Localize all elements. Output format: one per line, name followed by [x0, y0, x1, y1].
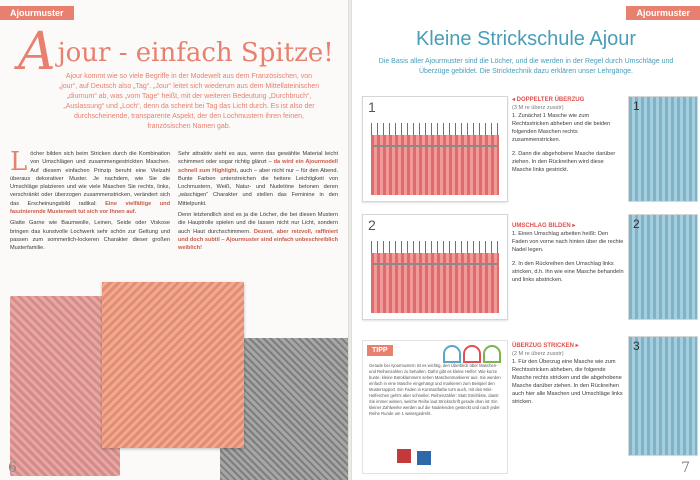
col2-highlight-1: da wird ein Ajourmodell schnell zum Highlight,: [178, 159, 338, 174]
row-counter-icon: [397, 449, 411, 463]
col2-text-b: auch – aber nicht nur – für den Abend. Bunte Farben unterstreichen die heitere Leichtigkeit von Lochmustern, Weiß, Natur- und Nudetöne betonen deren „wäschigen“ Charakter und stellen das Feminine in den Mittelpunkt.: [178, 167, 339, 207]
col2-text-c: Denn letztendlich sind es ja die Löcher, die bei diesen Mustern die Hauptrolle spielen und die lassen nicht nur Licht, sondern auch Haut durchschimmern.: [178, 212, 338, 235]
step-1-photo: [628, 96, 698, 202]
step-1-text-2: 2. Dann die abgehobene Masche darüber ziehen. In den Rückreihen wird diese Masche links gestrickt.: [512, 151, 616, 173]
drop-cap: L: [10, 147, 28, 177]
step-1-text-1: 1. Zunächst 1 Masche wie zum Rechtsstricken abheben und die beiden folgenden Maschen rechts zusammenstricken.: [512, 113, 611, 143]
stitch-marker-icon: [443, 345, 461, 363]
article-column-2: [178, 150, 338, 256]
stitch-marker-icon: [463, 345, 481, 363]
step-2-heading: UMSCHLAG BILDEN ▸: [512, 223, 576, 229]
knit-fabric-drawing: [371, 253, 499, 313]
step-3-instructions: [512, 342, 624, 406]
tipp-text: Gerade bei Ajourmustern ist es wichtig, den Überblick über Maschen- und Reihenzahlen zu behalten. Dafür gibt es kleine Helfer: Wie kurze bunte, kleine Büroklammern sehen Maschenmarkierer aus. Sie werden einfach in eine Masche eingehängt und markieren zum Beispiel den Musterrapport. Ein Faden in Kontrastfarbe tut's auch, mit den Mini-Helferchen geht's aber schneller. Reihenzähler: Statt Strichliste, damit Sie immer wissen, welche Reihe laut Strickschrift gerade dran ist: Ein kleiner Zahlwerke werden auf die Nadelenden gesteckt und nach jeder Reihe Runde um 1 weitergedreht.: [369, 363, 501, 416]
title-rest: jour - einfach Spitze!: [57, 38, 334, 68]
intro-paragraph-left: Ajour kommt wie so viele Begriffe in der Modewelt aus dem Französischen, von „jour“, auf Deutsch also „Tag“. „Jour“ leitet sich wiederum aus dem Mittellateinischen „diurnum“ ab, was „vom Tage“ heißt, mit der weiteren Bedeutung „Durchbruch“, „Auslassung“ und „Loch“, denn da scheint bei Tag das Licht durch. Es ist also der durchscheinende, transparente Aspekt, der den Lochmustern ihren feinen, französischen Namen gab.: [58, 73, 320, 130]
section-tab-left: Ajourmuster: [0, 6, 74, 20]
photo-3-number: 3: [633, 339, 640, 353]
photo-2-number: 2: [633, 217, 640, 231]
stitch-marker-icon: [483, 345, 501, 363]
section-tab-right: Ajourmuster: [626, 6, 700, 20]
peach-knit-swatch-image: [102, 282, 244, 448]
knitting-needle-drawing: [373, 145, 497, 147]
col2-text-a: Sehr attraktiv sieht es aus, wenn das gewählte Material leicht schimmert oder sogar richtig glänzt –: [178, 151, 338, 166]
intro-paragraph-right: Die Basis aller Ajourmuster sind die Löcher, und die werden in der Regel durch Umschläge und Überzüge gebildet. Die Stricktechnik dazu erklären unser Lehrgänge.: [378, 58, 674, 75]
step-1-heading: ◂ DOPPELTER ÜBERZUG: [512, 97, 585, 103]
page-number-left: 6: [8, 460, 17, 476]
step-3-heading: ÜBERZUG STRICKEN ▸: [512, 343, 579, 349]
step-2-text-2: 2. In den Rückreihen den Umschlag links stricken, d.h. ihn wie eine Masche behandeln und links abstricken.: [512, 261, 624, 283]
knit-fabric-drawing: [371, 135, 499, 195]
tipp-box: [362, 340, 508, 474]
step-2-photo: [628, 214, 698, 320]
knit-stitches-top: [371, 241, 499, 253]
knitting-needle-drawing: [373, 263, 497, 265]
photo-1-number: 1: [633, 99, 640, 113]
article-column-1: [10, 147, 170, 256]
step-3-subheading: (2 M re überz zusstr): [512, 351, 564, 357]
tipp-badge: TIPP: [367, 345, 393, 356]
right-page: [352, 0, 700, 480]
step-1-illustration: [362, 96, 508, 202]
step-2-instructions: [512, 222, 624, 284]
page-number-right: 7: [681, 460, 690, 476]
col2-highlight-2: Dezent, aber reizvoll, raffiniert und doch subtil – Ajourmuster sind einfach unbeschreiblich weiblich!: [178, 228, 339, 252]
left-page: [0, 0, 348, 480]
step-1-instructions: [512, 96, 624, 174]
knit-stitches-top: [371, 123, 499, 135]
step-2-text-1: 1. Einen Umschlag arbeiten heißt: Den Faden von vorne nach hinten über die rechte Nadel legen.: [512, 231, 624, 253]
step-1-number: 1: [368, 99, 376, 115]
col1-highlight: Eine vielfältige und faszinierende Musterwelt tut sich vor Ihnen auf.: [10, 200, 170, 216]
step-3-text-1: 1. Für den Überzug eine Masche wie zum Rechtsstricken abheben, die folgende Masche rechts stricken und die abgehobene Masche darüber ziehen. In den Rückreihen auch hier alle Maschen und Umschläge links stricken.: [512, 359, 623, 405]
page-title-right: Kleine Strickschule Ajour: [415, 28, 637, 50]
col1-text: öcher bilden sich beim Stricken durch die Kombination von Umschlägen und zusammengestrickten Maschen. Auf diesem einfachen Prinzip beruht eine Vielzahl überaus dekorativer Muster. Je nachdem, wie Sie die Umschläge platzieren und wie viele Maschen Sie rechts, links, verschränkt oder überzogen zusammenstricken, verändert sich das Erscheinungsbild radikal:: [10, 151, 170, 207]
col1-paragraph-2: Glatte Garne wie Baumwolle, Leinen, Seide oder Viskose bringen das kunstvolle Lochwerk sehr schön zur Geltung und passen zum sommerlich-lockeren Charakter dieser großen Musterfamilie.: [10, 220, 170, 252]
row-counter-icon: [417, 451, 431, 465]
step-2-illustration: [362, 214, 508, 320]
step-1-subheading: (3 M re überz zusstr): [512, 105, 564, 111]
title-initial: A: [18, 22, 56, 82]
step-3-photo: [628, 336, 698, 456]
step-2-number: 2: [368, 217, 376, 233]
